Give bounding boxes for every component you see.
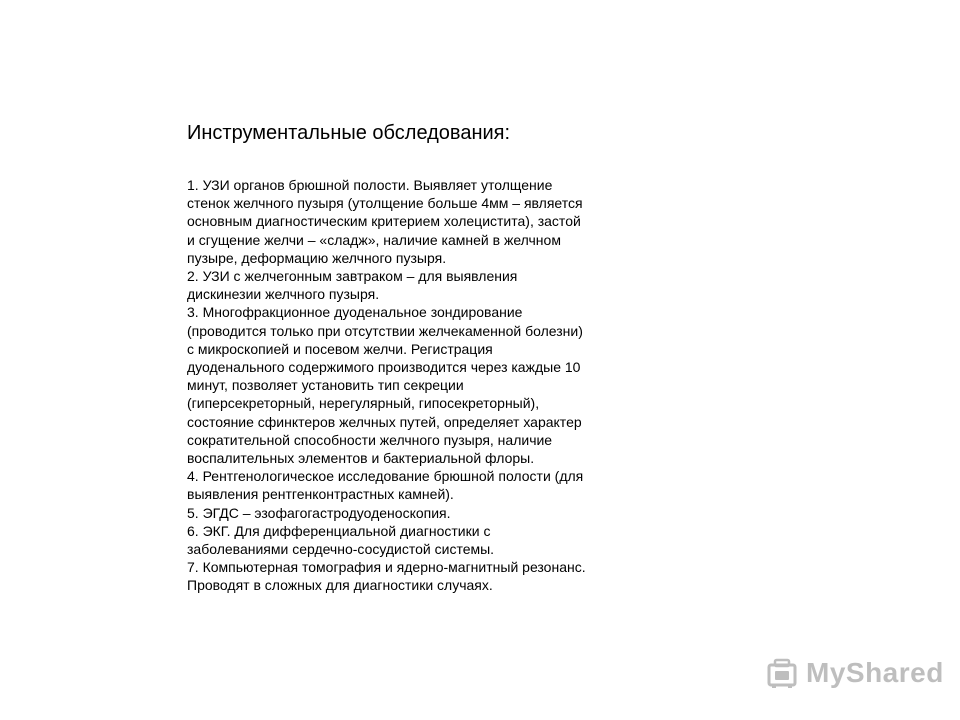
body-line: (гиперсекреторный, нерегулярный, гипосекреторный), <box>187 395 540 412</box>
body-line: и сгущение желчи – «сладж», наличие камней в желчном <box>187 231 561 248</box>
myshared-logo-icon <box>766 656 800 690</box>
body-line: состояние сфинктеров желчных путей, определяет характер <box>187 413 582 430</box>
body-line: 3. Многофракционное дуоденальное зондирование <box>187 304 523 321</box>
body-line: 5. ЭГДС – эзофагогастродуоденоскопия. <box>187 504 451 521</box>
slide-body <box>187 176 657 595</box>
body-line: заболеваниями сердечно-сосудистой системы. <box>187 541 495 558</box>
body-line: минут, позволяет установить тип секреции <box>187 377 464 394</box>
body-line: дуоденального содержимого производится через каждые 10 <box>187 359 581 376</box>
body-line: Проводят в сложных для диагностики случаях. <box>187 577 493 594</box>
slide-title: Инструментальные обследования: <box>187 122 511 144</box>
body-line: пузыре, деформацию желчного пузыря. <box>187 249 447 266</box>
body-line: 1. УЗИ органов брюшной полости. Выявляет утолщение <box>187 177 553 193</box>
body-line: дискинезии желчного пузыря. <box>187 286 380 303</box>
body-line: стенок желчного пузыря (утолщение больше 4мм – является <box>187 195 583 212</box>
myshared-watermark <box>766 654 944 692</box>
body-line: воспалительных элементов и бактериальной флоры. <box>187 450 535 467</box>
body-line: 2. УЗИ с желчегонным завтраком – для выявления <box>187 268 518 285</box>
body-line: 4. Рентгенологическое исследование брюшной полости (для <box>187 468 584 485</box>
body-line: 7. Компьютерная томография и ядерно-магнитный резонанс. <box>187 559 586 576</box>
body-line: сократительной способности желчного пузыря, наличие <box>187 431 553 448</box>
body-line: (проводится только при отсутствии желчекаменной болезни) <box>187 322 583 339</box>
watermark-text: MyShared <box>806 657 944 688</box>
body-line: выявления рентгенконтрастных камней). <box>187 486 454 503</box>
body-line: с микроскопией и посевом желчи. Регистрация <box>187 340 493 357</box>
body-line: основным диагностическим критерием холецистита), застой <box>187 213 581 230</box>
body-line: 6. ЭКГ. Для дифференциальной диагностики с <box>187 522 491 539</box>
